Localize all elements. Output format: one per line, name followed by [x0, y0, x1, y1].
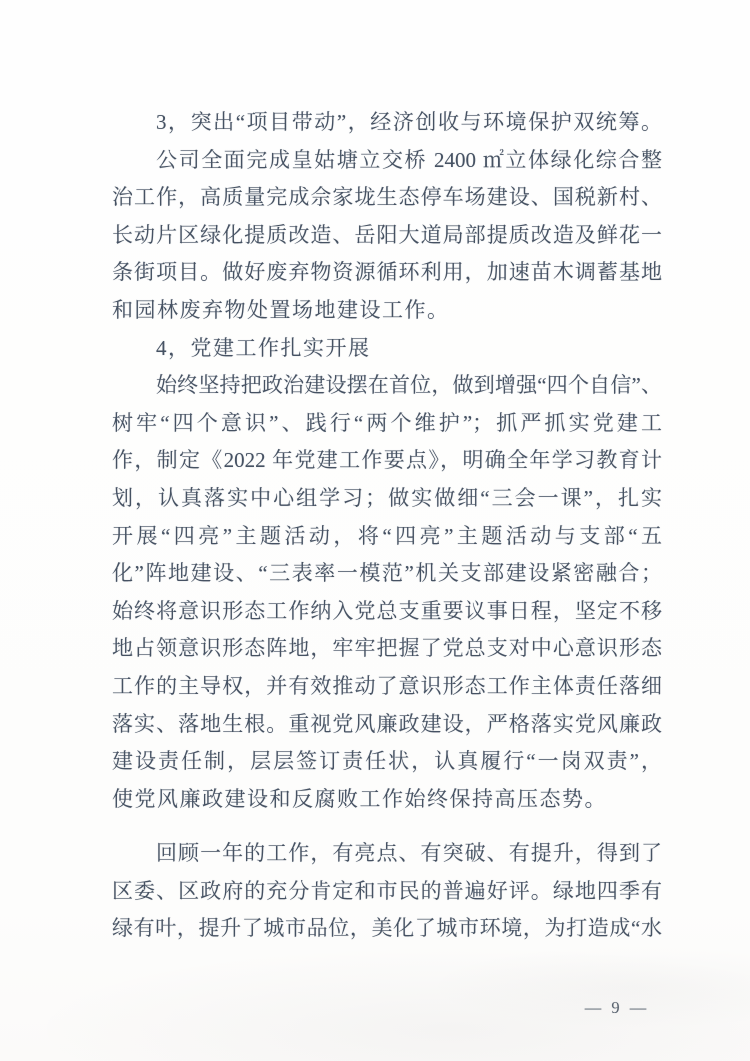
document-lines — [112, 104, 662, 948]
text-line: 落实、落地生根。重视党风廉政建设，严格落实党风廉政 — [112, 711, 662, 736]
text-line: 长动片区绿化提质改造、岳阳大道局部提质改造及鲜花一 — [112, 222, 662, 247]
text-line: 地占领意识形态阵地，牢牢把握了党总支对中心意识形态 — [112, 636, 662, 661]
text-line: 始终坚持把政治建设摆在首位，做到增强“四个自信”、 — [156, 373, 662, 398]
document-body — [112, 104, 662, 948]
text-line: 区委、区政府的充分肯定和市民的普遍好评。绿地四季有 — [112, 878, 662, 903]
text-line: 绿有叶，提升了城市品位，美化了城市环境，为打造成“水 — [112, 916, 662, 941]
text-line: 建设责任制，层层签订责任状，认真履行“一岗双责”， — [112, 749, 662, 774]
text-line: 化”阵地建设、“三表率一模范”机关支部建设紧密融合； — [112, 561, 662, 586]
text-line: 治工作，高质量完成佘家垅生态停车场建设、国税新村、 — [112, 185, 662, 210]
text-line: 条街项目。做好废弃物资源循环利用，加速苗木调蓄基地 — [112, 260, 662, 285]
page-number: — 9 — — [584, 998, 650, 1017]
text-line: 开展“四亮”主题活动，将“四亮”主题活动与支部“五 — [112, 523, 662, 548]
text-line: 使党风廉政建设和反腐败工作始终保持高压态势。 — [112, 786, 607, 811]
text-line: 作，制定《2022 年党建工作要点》，明确全年学习教育计 — [112, 448, 662, 473]
text-line: 树牢“四个意识”、践行“两个维护”；抓严抓实党建工 — [112, 410, 662, 435]
text-line: 回顾一年的工作，有亮点、有突破、有提升，得到了 — [156, 841, 662, 866]
text-line: 始终将意识形态工作纳入党总支重要议事日程，坚定不移 — [112, 598, 662, 623]
text-line: 3，突出“项目带动”，经济创收与环境保护双统筹。 — [156, 110, 662, 134]
text-line: 和园林废弃物处置场地建设工作。 — [112, 297, 450, 322]
text-line: 工作的主导权，并有效推动了意识形态工作主体责任落细 — [112, 673, 662, 698]
text-line: 公司全面完成皇姑塘立交桥 2400 ㎡立体绿化综合整 — [156, 147, 662, 172]
text-line: 4，党建工作扎实开展 — [156, 335, 371, 360]
text-line: 划，认真落实中心组学习；做实做细“三会一课”，扎实 — [112, 485, 662, 510]
